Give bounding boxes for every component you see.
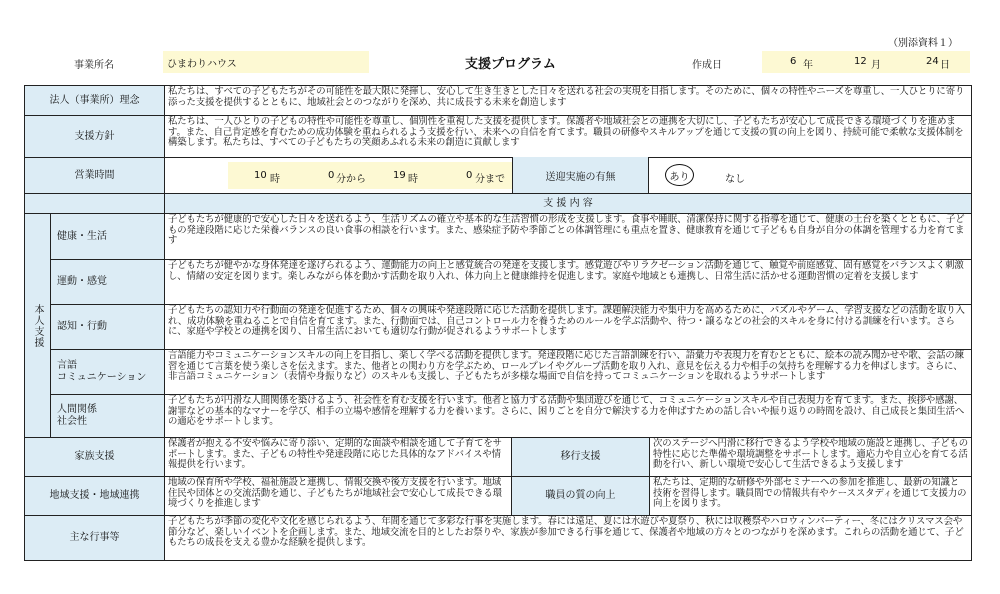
start-hour-unit: 時 [270, 174, 280, 185]
content-header-spacer [24, 193, 165, 214]
community-support-label: 地域支援・地域連携 [24, 476, 165, 516]
start-hour-value[interactable]: 10 [254, 170, 267, 181]
family-support-text: 保護者が抱える不安や悩みに寄り添い、定期的な面談や相談を通して子育てをサポートします。また、子どもの特性や発達段階に応じた具体的なアドバイスや情報提供を行います。 [164, 437, 512, 477]
events-label: 主な行事等 [24, 515, 165, 561]
year-value[interactable]: 6 [790, 56, 797, 67]
community-support-text: 地域の保育所や学校、福祉施設と連携し、情報交換や後方支援を行います。地域住民や団体との交流活動を通じ、子どもたちが地域社会で安心して成長できる環境づくりを推進します [164, 476, 512, 516]
language-communication-text: 言語能力やコミュニケーションスキルの向上を目指し、楽しく学べる活動を提供します。発達段階に応じた言語訓練を行い、語彙力や表現力を育むとともに、絵本の読み聞かせや歌、会話の練習を通じて言葉を使う楽しさを伝えます。また、他者との関わり方を学ぶため、ロールプレイやグループ活動を取り入れ、意見を伝える力や相手の気持ちを理解する力を伸ばします。さらに、非言語コミュニケーション（表情や身振りなど）のスキルも支援し、子どもたちが多様な場面で自信を持ってコミュニケーションを取れるようサポートします [164, 349, 972, 395]
until-label: 分まで [475, 174, 505, 185]
policy-label: 支援方針 [24, 115, 165, 158]
relationships-social-text: 子どもたちが円滑な人間関係を築けるよう、社会性を育む支援を行います。他者と協力する活動や集団遊びを通じて、コミュニケーションスキルや自己表現力を育てます。また、挨拶や感謝、謝罪などの基本的なマナーを学び、相手の立場や感情を理解する力を養います。さらに、困りごとを自分で解決する力を伸ばすための話し合いや振り返りの時間を設け、自己成長と集団生活への適応をサポートします。 [164, 394, 972, 438]
personal-support-label: 本人支援 [32, 303, 43, 348]
relationships-social-label: 人間関係 社会性 [50, 394, 165, 438]
month-value[interactable]: 12 [854, 56, 867, 67]
transport-option-no[interactable]: なし [725, 174, 745, 185]
health-life-text: 子どもたちが健康的で安心した日々を送れるよう、生活リズムの確立や基本的な生活習慣の形成を支援します。食事や睡眠、清潔保持に関する指導を通じて、健康の土台を築くとともに、子どもの発達段階に応じた栄養バランスの良い食事の相談を行います。また、感染症予防や季節ごとの体調管理にも重点を置き、健康教育を通じて子どもも自身が自分の体調を管理する力を育てます [164, 213, 972, 260]
end-min-value[interactable]: 0 [466, 170, 473, 181]
from-label: 分から [336, 174, 366, 185]
page-title: 支援プログラム [465, 57, 556, 72]
transition-support-text: 次のステージへ円滑に移行できるよう学校や地域の施設と連携し、子どもの特性に応じた準備や環境調整をサポートします。適応力や自立心を育てる活動を行い、新しい環境で安心して生活できるよう支援します [649, 437, 972, 477]
annex-label: （別添資料１） [888, 38, 958, 49]
staff-quality-text: 私たちは、定期的な研修や外部セミナーへの参加を推進し、最新の知識と技術を習得します。職員間での情報共有やケーススタディを通じて支援力の向上を図ります。 [649, 476, 972, 516]
staff-quality-label: 職員の質の向上 [511, 476, 650, 516]
content-header: 支 援 内 容 [164, 193, 972, 214]
day-value[interactable]: 24 [926, 56, 939, 67]
day-unit: 日 [940, 60, 950, 71]
motor-sensory-text: 子どもたちが健やかな身体発達を遂げられるよう、運動能力の向上と感覚統合の発達を支援します。感覚遊びやリラクゼーション活動を通じて、触覚や前庭感覚、固有感覚をバランスよく刺激し、情緒の安定を図ります。楽しみながら体を動かす活動を取り入れ、体力向上と健康維持を促進します。家庭や地域とも連携し、日常生活に活かせる運動習慣の定着を支援します [164, 259, 972, 305]
motor-sensory-label: 運動・感覚 [50, 259, 165, 305]
philosophy-label: 法人（事業所）理念 [24, 85, 165, 116]
transition-support-label: 移行支援 [511, 437, 650, 477]
end-hour-value[interactable]: 19 [393, 170, 406, 181]
created-label: 作成日 [692, 60, 722, 71]
cognition-behavior-text: 子どもたちの認知力や行動面の発達を促進するため、個々の興味や発達段階に応じた活動を提供します。課題解決能力や集中力を高めるために、パズルやゲーム、学習支援などの活動を取り入れ、成功体験を重ねることで自信を育てます。また、行動面では、自己コントロール力を養うためのルールを学ぶ活動や、待つ・譲るなどの社会的スキルを身に付ける訓練を行います。さらに、家庭や学校との連携を図り、日常生活においても適切な行動が促されるようサポートします [164, 304, 972, 350]
facility-name-field[interactable]: ひまわりハウス [163, 51, 369, 73]
start-min-value[interactable]: 0 [328, 170, 335, 181]
cognition-behavior-label: 認知・行動 [50, 304, 165, 350]
transport-option-yes[interactable]: あり [665, 164, 694, 186]
family-support-label: 家族支援 [24, 437, 165, 477]
transport-label: 送迎実施の有無 [512, 157, 649, 194]
language-communication-label: 言語 コミュニケーション [50, 349, 165, 395]
end-hour-unit: 時 [408, 174, 418, 185]
personal-support-label-cell [24, 213, 51, 438]
year-unit: 年 [803, 60, 813, 71]
health-life-label: 健康・生活 [50, 213, 165, 260]
policy-text: 私たちは、一人ひとりの子どもの特性や可能性を尊重し、個別性を重視した支援を提供します。保護者や地域社会との連携を大切にし、子どもたちが安心して成長できる環境づくりを進めます。また、自己肯定感を育むための成功体験を重ねられるよう支援を行い、未来への自信を育てます。職員の研修やスキルアップを通じて支援の質の向上を図り、持続可能で柔軟な支援体制を構築します。私たちは、すべての子どもたちの笑顔あふれる未来の創造に貢献します [164, 115, 972, 158]
facility-label: 事業所名 [74, 60, 114, 71]
hours-label: 営業時間 [24, 157, 165, 194]
month-unit: 月 [871, 60, 881, 71]
philosophy-text: 私たちは、すべての子どもたちがその可能性を最大限に発揮し、安心して生き生きとした日々を送れる社会の実現を目指します。そのために、個々の特性やニーズを尊重し、一人ひとりに寄り添った支援を提供するとともに、地域社会とのつながりを深め、共に成長する未来を創造します [164, 85, 972, 116]
events-text: 子どもたちが季節の変化や文化を感じられるよう、年間を通じて多彩な行事を実施します。春には遠足、夏には水遊びや夏祭り、秋には収穫祭やハロウィンパーティー、冬にはクリスマス会や節分など、楽しいイベントを企画します。また、地域交流を目的としたお祭りや、家族が参加できる行事を通じて、保護者や地域の方々とのつながりを深めます。これらの活動を通じて、子どもたちの成長を支える豊かな経験を提供します。 [164, 515, 972, 561]
